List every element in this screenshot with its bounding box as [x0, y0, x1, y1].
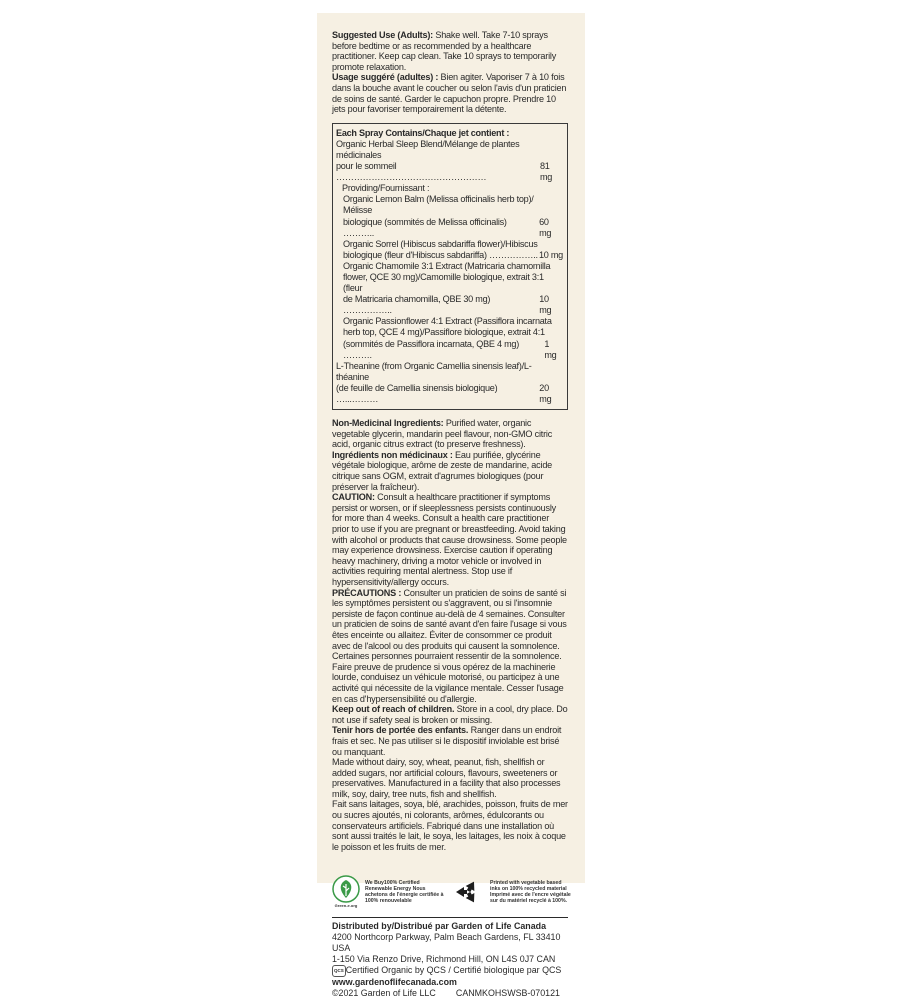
suggested-use-en-label: Suggested Use (Adults): — [332, 30, 433, 40]
ingredient-item — [336, 261, 563, 316]
section-heading: Ingrédients non médicinaux : — [332, 449, 453, 460]
address-usa: 4200 Northcorp Parkway, Palm Beach Gardens, FL 33410 USA — [332, 932, 561, 954]
recycled-material-text: Printed with vegetable based inks on 100% recycled material Imprimé avec de l'encre végétale sur du matériel recyclé à 100%. — [490, 880, 571, 905]
ingredient-line: herb top, QCE 4 mg)/Passiflore biologique, extrait 4:1 — [343, 327, 545, 338]
section-heading: Keep out of reach of children. — [332, 704, 455, 715]
ingredient-amount: 60 mg — [539, 216, 552, 238]
ingredient-item — [336, 316, 563, 360]
theanine-amount: 20 mg — [539, 382, 552, 404]
caution-fr — [332, 588, 568, 705]
section-heading: Tenir hors de portée des enfants. — [332, 725, 469, 736]
suggested-use-en-text: Shake well. Take 7-10 sprays before bedtime or as recommended by a healthcare practitioner. Keep cap clean. Take 10 sprays to temporarily promote relaxation. — [332, 30, 557, 72]
keep-out-en — [332, 704, 568, 725]
suggested-use-section — [332, 30, 568, 115]
allergen-en: Made without dairy, soy, wheat, peanut, fish, shellfish or added sugars, nor artificial colours, flavours, sweeteners or preservatives. Manufactured in a facility that also processes milk, soy, dairy, tree nuts, fish and shellfish. — [332, 757, 561, 799]
theanine-line-1: L-Theanine (from Organic Camellia sinensis leaf)/L-théanine — [336, 360, 532, 382]
ingredient-line: Organic Passionflower 4:1 Extract (Passiflora incarnata — [343, 316, 552, 327]
suggested-use-fr-text: Bien agiter. Vaporiser 7 à 10 fois dans la bouche avant le coucher ou selon l'avis d'un praticien de soins de santé. Garder le capuchon propre. Prendre 10 jets pour favoriser temporairement la détente. — [332, 72, 567, 115]
renewable-energy-logo — [332, 875, 445, 909]
ingredient-line: (sommités de Passiflora incarnata, QBE 4 mg) ………. — [343, 338, 519, 360]
green-e-leaf-icon — [332, 875, 360, 903]
section-heading: Non-Medicinal Ingredients: — [332, 418, 444, 429]
website-link[interactable]: www.gardenoflifecanada.com — [332, 977, 457, 988]
ingredient-amount: 10 mg — [539, 294, 552, 316]
ingredient-line: Organic Sorrel (Hibiscus sabdariffa flower)/Hibiscus — [343, 238, 538, 249]
blend-line-1: Organic Herbal Sleep Blend/Mélange de plantes médicinales — [336, 138, 520, 160]
ingredient-amount: 10 mg — [538, 249, 563, 260]
theanine-line-2: (de feuille de Camellia sinensis biologique) …...……… — [336, 382, 498, 404]
recycle-icon — [453, 877, 483, 907]
section-heading: PRÉCAUTIONS : — [332, 587, 402, 598]
providing-label: Providing/Fournissant : — [342, 183, 430, 194]
distributor-header: Distributed by/Distribué par Garden of Life Canada — [332, 921, 547, 932]
section-text: Ranger dans un endroit frais et sec. Ne pas utiliser si le dispositif inviolable est brisé ou manquant. — [332, 725, 562, 757]
allergen-fr: Fait sans laitages, soya, blé, arachides, poisson, fruits de mer ou sucres ajoutés, ni colorants, arômes, édulcorants ou conservateurs artificiels. Fabriqué dans une installation où sont aussi traités le lait, le soya, les laitages, les noix à coque le poisson et les fruits de mer. — [332, 799, 568, 852]
ingredient-line: biologique (sommités de Melissa officinalis) ……….. — [343, 216, 507, 238]
ingredient-line: Organic Chamomile 3:1 Extract (Matricaria chamomilla — [343, 260, 551, 271]
green-e-badge-text: Green-e.org — [334, 903, 358, 909]
ingredient-line: flower, QCE 30 mg)/Camomille biologique, extrait 3:1 (fleur — [343, 271, 544, 294]
address-canada: 1-150 Via Renzo Drive, Richmond Hill, ON L4S 0J7 CAN — [332, 953, 556, 964]
facts-header: Each Spray Contains/Chaque jet contient : — [336, 127, 510, 138]
caution-en — [332, 492, 568, 587]
blend-row — [336, 161, 563, 183]
certification-logos — [332, 875, 571, 909]
section-text: Eau purifiée, glycérine végétale biologique, arôme de zeste de mandarine, acide citrique sans OGM, extrait d'agrumes biologiques (pour préserver la fraîcheur). — [332, 449, 553, 492]
ingredient-line: de Matricaria chamomilla, QBE 30 mg) …………….. — [343, 294, 491, 316]
section-text: Consulter un praticien de soins de santé si les symptômes persistent ou s'aggravent, ou si l'insomnie persiste de façon continue au-delà de 4 semaines. Consulter un praticien de soins de santé avant d'en faire l'usage si vous êtes enceinte ou allaitez. Éviter de consommer ce produit avec de l'alcool ou des produits qui causent la somnolence. Certaines personnes pourraient ressentir de la somnolence. Faire preuve de prudence si vous opérez de la machinerie lourde, conduisez un véhicule motorisé, ou participez à une activité qui nécessite de la vigilance mentale. Cesser l'usage en cas d'hypersensibilité ou d'allergie. — [332, 587, 567, 704]
certified-organic-line — [332, 965, 568, 978]
renewable-energy-text: We Buy100% Certified Renewable Energy Nous achetons de l'énergie certifiée à 100% renouvelable — [365, 880, 444, 905]
ingredient-line: Organic Lemon Balm (Melissa officinalis herb top)/ Mélisse — [343, 194, 534, 216]
blend-line-2: pour le sommeil …………………………………………… — [336, 161, 487, 183]
section-text: Purified water, organic vegetable glycerin, mandarin peel flavour, non-GMO citric acid, organic citrus extract (to preserve freshness). — [332, 418, 553, 450]
blend-amount: 81 mg — [539, 161, 553, 183]
non-medicinal-fr — [332, 450, 568, 492]
product-code: CANMKOHSWSB-070121 — [455, 988, 560, 999]
theanine-row — [336, 383, 563, 405]
certified-organic-text: Certified Organic by QCS / Certifié biologique par QCS — [345, 964, 562, 975]
ingredient-item — [336, 194, 563, 238]
section-text: Store in a cool, dry place. Do not use if safety seal is broken or missing. — [332, 704, 568, 725]
copyright-text: ©2021 Garden of Life LLC — [332, 988, 436, 999]
keep-out-fr — [332, 725, 568, 757]
product-label-panel — [317, 13, 585, 999]
qcs-logo-icon: QCS — [332, 965, 346, 978]
supplement-facts-box — [332, 123, 568, 410]
ingredient-line: biologique (fleur d'Hibiscus sabdariffa) …………….. — [343, 249, 538, 260]
distributor-section — [332, 917, 568, 999]
section-heading: CAUTION: — [332, 492, 375, 503]
ingredient-amount: 1 mg — [544, 338, 557, 360]
non-medicinal-en — [332, 418, 568, 450]
suggested-use-fr-label: Usage suggéré (adultes) : — [332, 72, 439, 83]
recycled-material-logo — [453, 877, 572, 907]
footer-row — [332, 988, 568, 999]
ingredient-item — [336, 239, 563, 261]
section-text: Consult a healthcare practitioner if symptoms persist or worsen, or if sleeplessness persists continuously for more than 4 weeks. Consult a health care practitioner prior to use if you are pregnant or breastfeeding. Avoid taking with alcohol or products that cause drowsiness. Some people may experience drowsiness. Exercise caution if operating heavy machinery, driving a motor vehicle or involved in activities requiring mental alertness. Stop use if hypersensitivity/allergy occurs. — [332, 492, 567, 587]
label-body-text — [332, 418, 568, 852]
